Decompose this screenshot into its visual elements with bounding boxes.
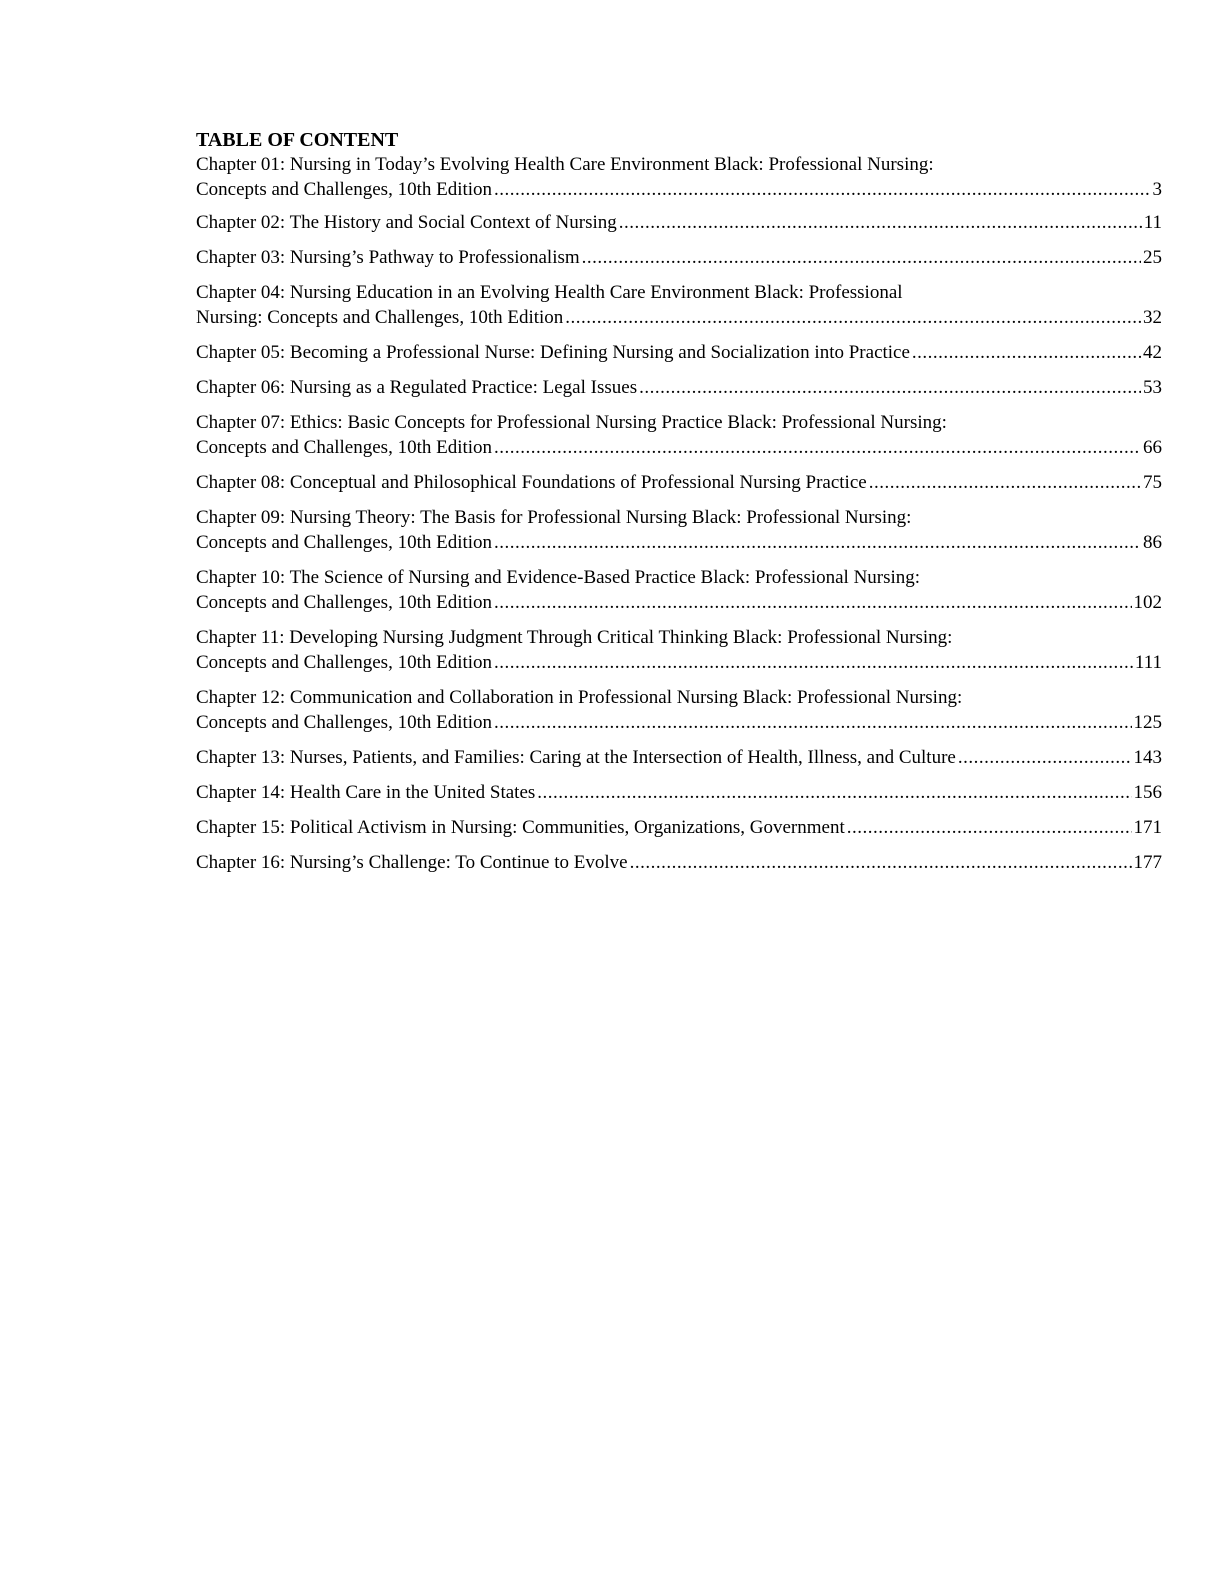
toc-entry-line-2 (196, 650, 1162, 675)
toc-entry-line-2 (196, 340, 1162, 365)
toc-entry-chapter-2[interactable] (196, 210, 1162, 235)
toc-dot-leader (582, 245, 1141, 270)
toc-entry-chapter-11[interactable] (196, 625, 1162, 675)
toc-entry-chapter-15[interactable] (196, 815, 1162, 840)
toc-entry-text: Concepts and Challenges, 10th Edition (196, 652, 493, 673)
toc-entry-line-1: Chapter 09: Nursing Theory: The Basis for Professional Nursing Black: Professional Nursing: (196, 507, 912, 528)
toc-page-number: 3 (1152, 179, 1162, 200)
toc-dot-leader (494, 590, 1131, 615)
toc-entry-chapter-8[interactable] (196, 470, 1162, 495)
toc-entry-line-2 (196, 470, 1162, 495)
toc-entry-text: Concepts and Challenges, 10th Edition (196, 437, 493, 458)
toc-entry-chapter-10[interactable] (196, 565, 1162, 615)
toc-entry-text: Chapter 14: Health Care in the United States (196, 782, 536, 803)
toc-entry-line-2 (196, 815, 1162, 840)
toc-dot-leader (869, 470, 1141, 495)
toc-entry-line-1: Chapter 01: Nursing in Today’s Evolving Health Care Environment Black: Professional Nursing: (196, 154, 934, 175)
toc-entry-line-2 (196, 245, 1162, 270)
toc-entry-line-2 (196, 850, 1162, 875)
toc-dot-leader (565, 305, 1141, 330)
toc-entry-chapter-16[interactable] (196, 850, 1162, 875)
toc-entry-line-2 (196, 780, 1162, 805)
toc-page-number: 111 (1134, 652, 1162, 673)
toc-entry-line-1: Chapter 10: The Science of Nursing and Evidence-Based Practice Black: Professional Nursing: (196, 567, 921, 588)
toc-entry-line-1: Chapter 11: Developing Nursing Judgment Through Critical Thinking Black: Professional Nursing: (196, 627, 953, 648)
toc-entry-text: Concepts and Challenges, 10th Edition (196, 592, 493, 613)
toc-title: TABLE OF CONTENT (196, 129, 399, 151)
toc-page-number: 66 (1143, 437, 1162, 458)
toc-entry-line-2 (196, 177, 1162, 202)
toc-entry-text: Nursing: Concepts and Challenges, 10th Edition (196, 307, 564, 328)
toc-entry-text: Chapter 06: Nursing as a Regulated Practice: Legal Issues (196, 377, 638, 398)
toc-list (196, 152, 1162, 875)
toc-entry-chapter-14[interactable] (196, 780, 1162, 805)
toc-dot-leader (494, 650, 1133, 675)
toc-dot-leader (630, 850, 1132, 875)
toc-dot-leader (537, 780, 1131, 805)
toc-page-number: 143 (1133, 747, 1162, 768)
toc-entry-text: Concepts and Challenges, 10th Edition (196, 532, 493, 553)
toc-dot-leader (619, 210, 1142, 235)
toc-page-number: 42 (1143, 342, 1162, 363)
toc-entry-line-2 (196, 435, 1162, 460)
toc-dot-leader (958, 745, 1132, 770)
toc-entry-line-2 (196, 710, 1162, 735)
toc-page-number: 11 (1143, 212, 1162, 233)
toc-entry-line-2 (196, 745, 1162, 770)
toc-entry-text: Chapter 08: Conceptual and Philosophical Foundations of Professional Nursing Practice (196, 472, 867, 493)
toc-dot-leader (494, 530, 1141, 555)
toc-entry-text: Chapter 15: Political Activism in Nursing: Communities, Organizations, Government (196, 817, 845, 838)
toc-entry-text: Chapter 02: The History and Social Context of Nursing (196, 212, 617, 233)
toc-page-number: 75 (1143, 472, 1162, 493)
toc-dot-leader (494, 435, 1141, 460)
toc-entry-line-2 (196, 590, 1162, 615)
toc-entry-text: Chapter 03: Nursing’s Pathway to Professionalism (196, 247, 580, 268)
toc-entry-chapter-7[interactable] (196, 410, 1162, 460)
toc-entry-text: Concepts and Challenges, 10th Edition (196, 179, 493, 200)
toc-entry-line-1: Chapter 12: Communication and Collaboration in Professional Nursing Black: Professional Nursing: (196, 687, 963, 708)
toc-entry-chapter-3[interactable] (196, 245, 1162, 270)
toc-entry-text: Chapter 05: Becoming a Professional Nurse: Defining Nursing and Socialization into Practice (196, 342, 910, 363)
toc-entry-chapter-13[interactable] (196, 745, 1162, 770)
toc-page-number: 177 (1133, 852, 1162, 873)
toc-entry-chapter-12[interactable] (196, 685, 1162, 735)
toc-entry-line-1: Chapter 04: Nursing Education in an Evolving Health Care Environment Black: Professional (196, 282, 903, 303)
toc-dot-leader (494, 177, 1150, 202)
toc-entry-chapter-9[interactable] (196, 505, 1162, 555)
toc-page-number: 53 (1143, 377, 1162, 398)
toc-entry-chapter-5[interactable] (196, 340, 1162, 365)
toc-entry-chapter-4[interactable] (196, 280, 1162, 330)
toc-entry-chapter-6[interactable] (196, 375, 1162, 400)
toc-entry-line-2 (196, 210, 1162, 235)
toc-dot-leader (494, 710, 1131, 735)
toc-entry-chapter-1[interactable] (196, 152, 1162, 202)
toc-page-number: 32 (1143, 307, 1162, 328)
toc-entry-text: Chapter 13: Nurses, Patients, and Families: Caring at the Intersection of Health, Illness, and Culture (196, 747, 956, 768)
toc-page-number: 125 (1133, 712, 1162, 733)
toc-entry-line-2 (196, 375, 1162, 400)
toc-page-number: 156 (1133, 782, 1162, 803)
toc-entry-line-2 (196, 530, 1162, 555)
toc-entry-line-1: Chapter 07: Ethics: Basic Concepts for Professional Nursing Practice Black: Professional Nursing: (196, 412, 947, 433)
toc-dot-leader (912, 340, 1141, 365)
toc-page-number: 171 (1133, 817, 1162, 838)
toc-entry-text: Concepts and Challenges, 10th Edition (196, 712, 493, 733)
toc-entry-text: Chapter 16: Nursing’s Challenge: To Continue to Evolve (196, 852, 628, 873)
toc-entry-line-2 (196, 305, 1162, 330)
toc-dot-leader (639, 375, 1141, 400)
toc-page-number: 86 (1143, 532, 1162, 553)
toc-page-number: 102 (1133, 592, 1162, 613)
toc-page-number: 25 (1143, 247, 1162, 268)
toc-dot-leader (847, 815, 1132, 840)
document-page (196, 128, 1162, 885)
